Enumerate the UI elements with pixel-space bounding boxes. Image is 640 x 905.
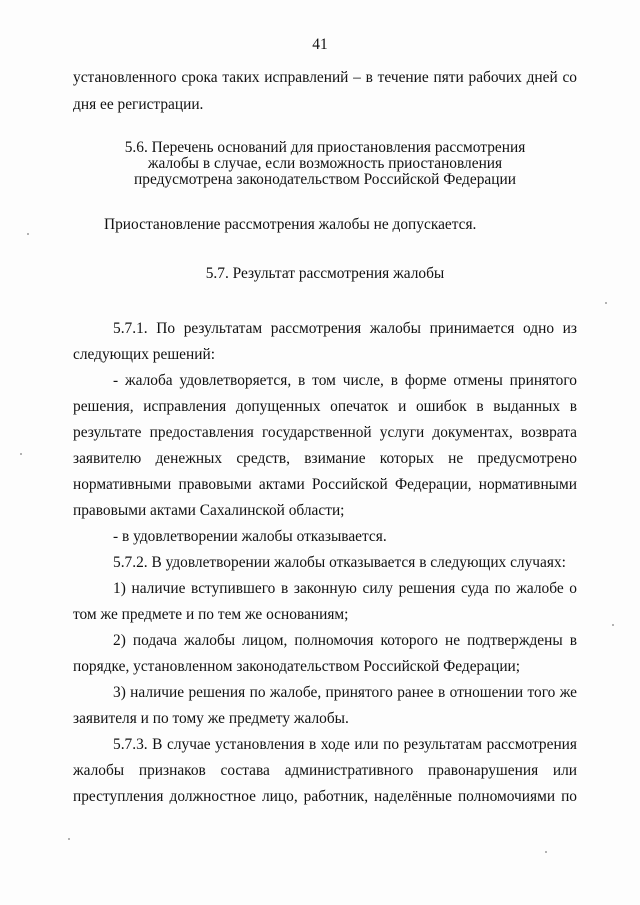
bullet-1-line-1: - жалоба удовлетворяется, в том числе, в форме отмены принятого	[113, 372, 577, 389]
section-5-6-text: Приостановление рассмотрения жалобы не допускается.	[104, 216, 477, 233]
scan-speck	[605, 302, 607, 304]
section-5-6-heading-line-2: жалобы в случае, если возможность приостановления	[147, 155, 503, 172]
bullet-1-line-6: правовыми актами Сахалинской области;	[73, 502, 345, 519]
paragraph-5-7-2: 5.7.2. В удовлетворении жалобы отказывается в следующих случаях:	[113, 554, 566, 571]
scan-speck	[20, 453, 22, 455]
bullet-1-line-4: заявителю денежных средств, взимание которых не предусмотрено	[73, 450, 577, 467]
item-1-line-1: 1) наличие вступившего в законную силу решения суда по жалобе о	[113, 580, 577, 597]
paragraph-5-7-1-line-1: 5.7.1. По результатам рассмотрения жалобы принимается одно из	[113, 320, 577, 337]
paragraph-5-7-3-line-2: жалобы признаков состава административного правонарушения или	[73, 762, 577, 779]
intro-line-2: дня ее регистрации.	[73, 96, 204, 113]
scan-speck	[545, 851, 547, 853]
bullet-1-line-3: результате предоставления государственной услуги документах, возврата	[73, 424, 577, 441]
item-2-line-1: 2) подача жалобы лицом, полномочия которого не подтверждены в	[113, 632, 577, 649]
paragraph-5-7-3-line-3: преступления должностное лицо, работник, наделённые полномочиями по	[73, 788, 577, 805]
page-number: 41	[312, 36, 328, 53]
item-2-line-2: порядке, установленном законодательством Российской Федерации;	[73, 658, 521, 675]
section-5-6-heading-line-3: предусмотрена законодательством Российской Федерации	[134, 171, 516, 188]
scan-speck	[68, 838, 70, 840]
bullet-1-line-2: решения, исправления допущенных опечаток и ошибок в выданных в	[73, 398, 577, 415]
item-3-line-2: заявителя и по тому же предмету жалобы.	[73, 710, 349, 727]
paragraph-5-7-1-line-2: следующих решений:	[73, 346, 215, 363]
bullet-2: - в удовлетворении жалобы отказывается.	[113, 528, 387, 545]
intro-line-1: установленного срока таких исправлений – в течение пяти рабочих дней со	[73, 69, 577, 86]
scan-speck	[27, 233, 29, 235]
item-1-line-2: том же предмете и по тем же основаниям;	[73, 606, 349, 623]
bullet-1-line-5: нормативными правовыми актами Российской Федерации, нормативными	[73, 476, 577, 493]
paragraph-5-7-3-line-1: 5.7.3. В случае установления в ходе или по результатам рассмотрения	[113, 736, 577, 753]
item-3-line-1: 3) наличие решения по жалобе, принятого ранее в отношении того же	[113, 684, 577, 701]
scan-speck	[612, 624, 614, 626]
section-5-7-heading: 5.7. Результат рассмотрения жалобы	[205, 265, 445, 282]
section-5-6-heading-line-1: 5.6. Перечень оснований для приостановления рассмотрения	[124, 139, 526, 156]
